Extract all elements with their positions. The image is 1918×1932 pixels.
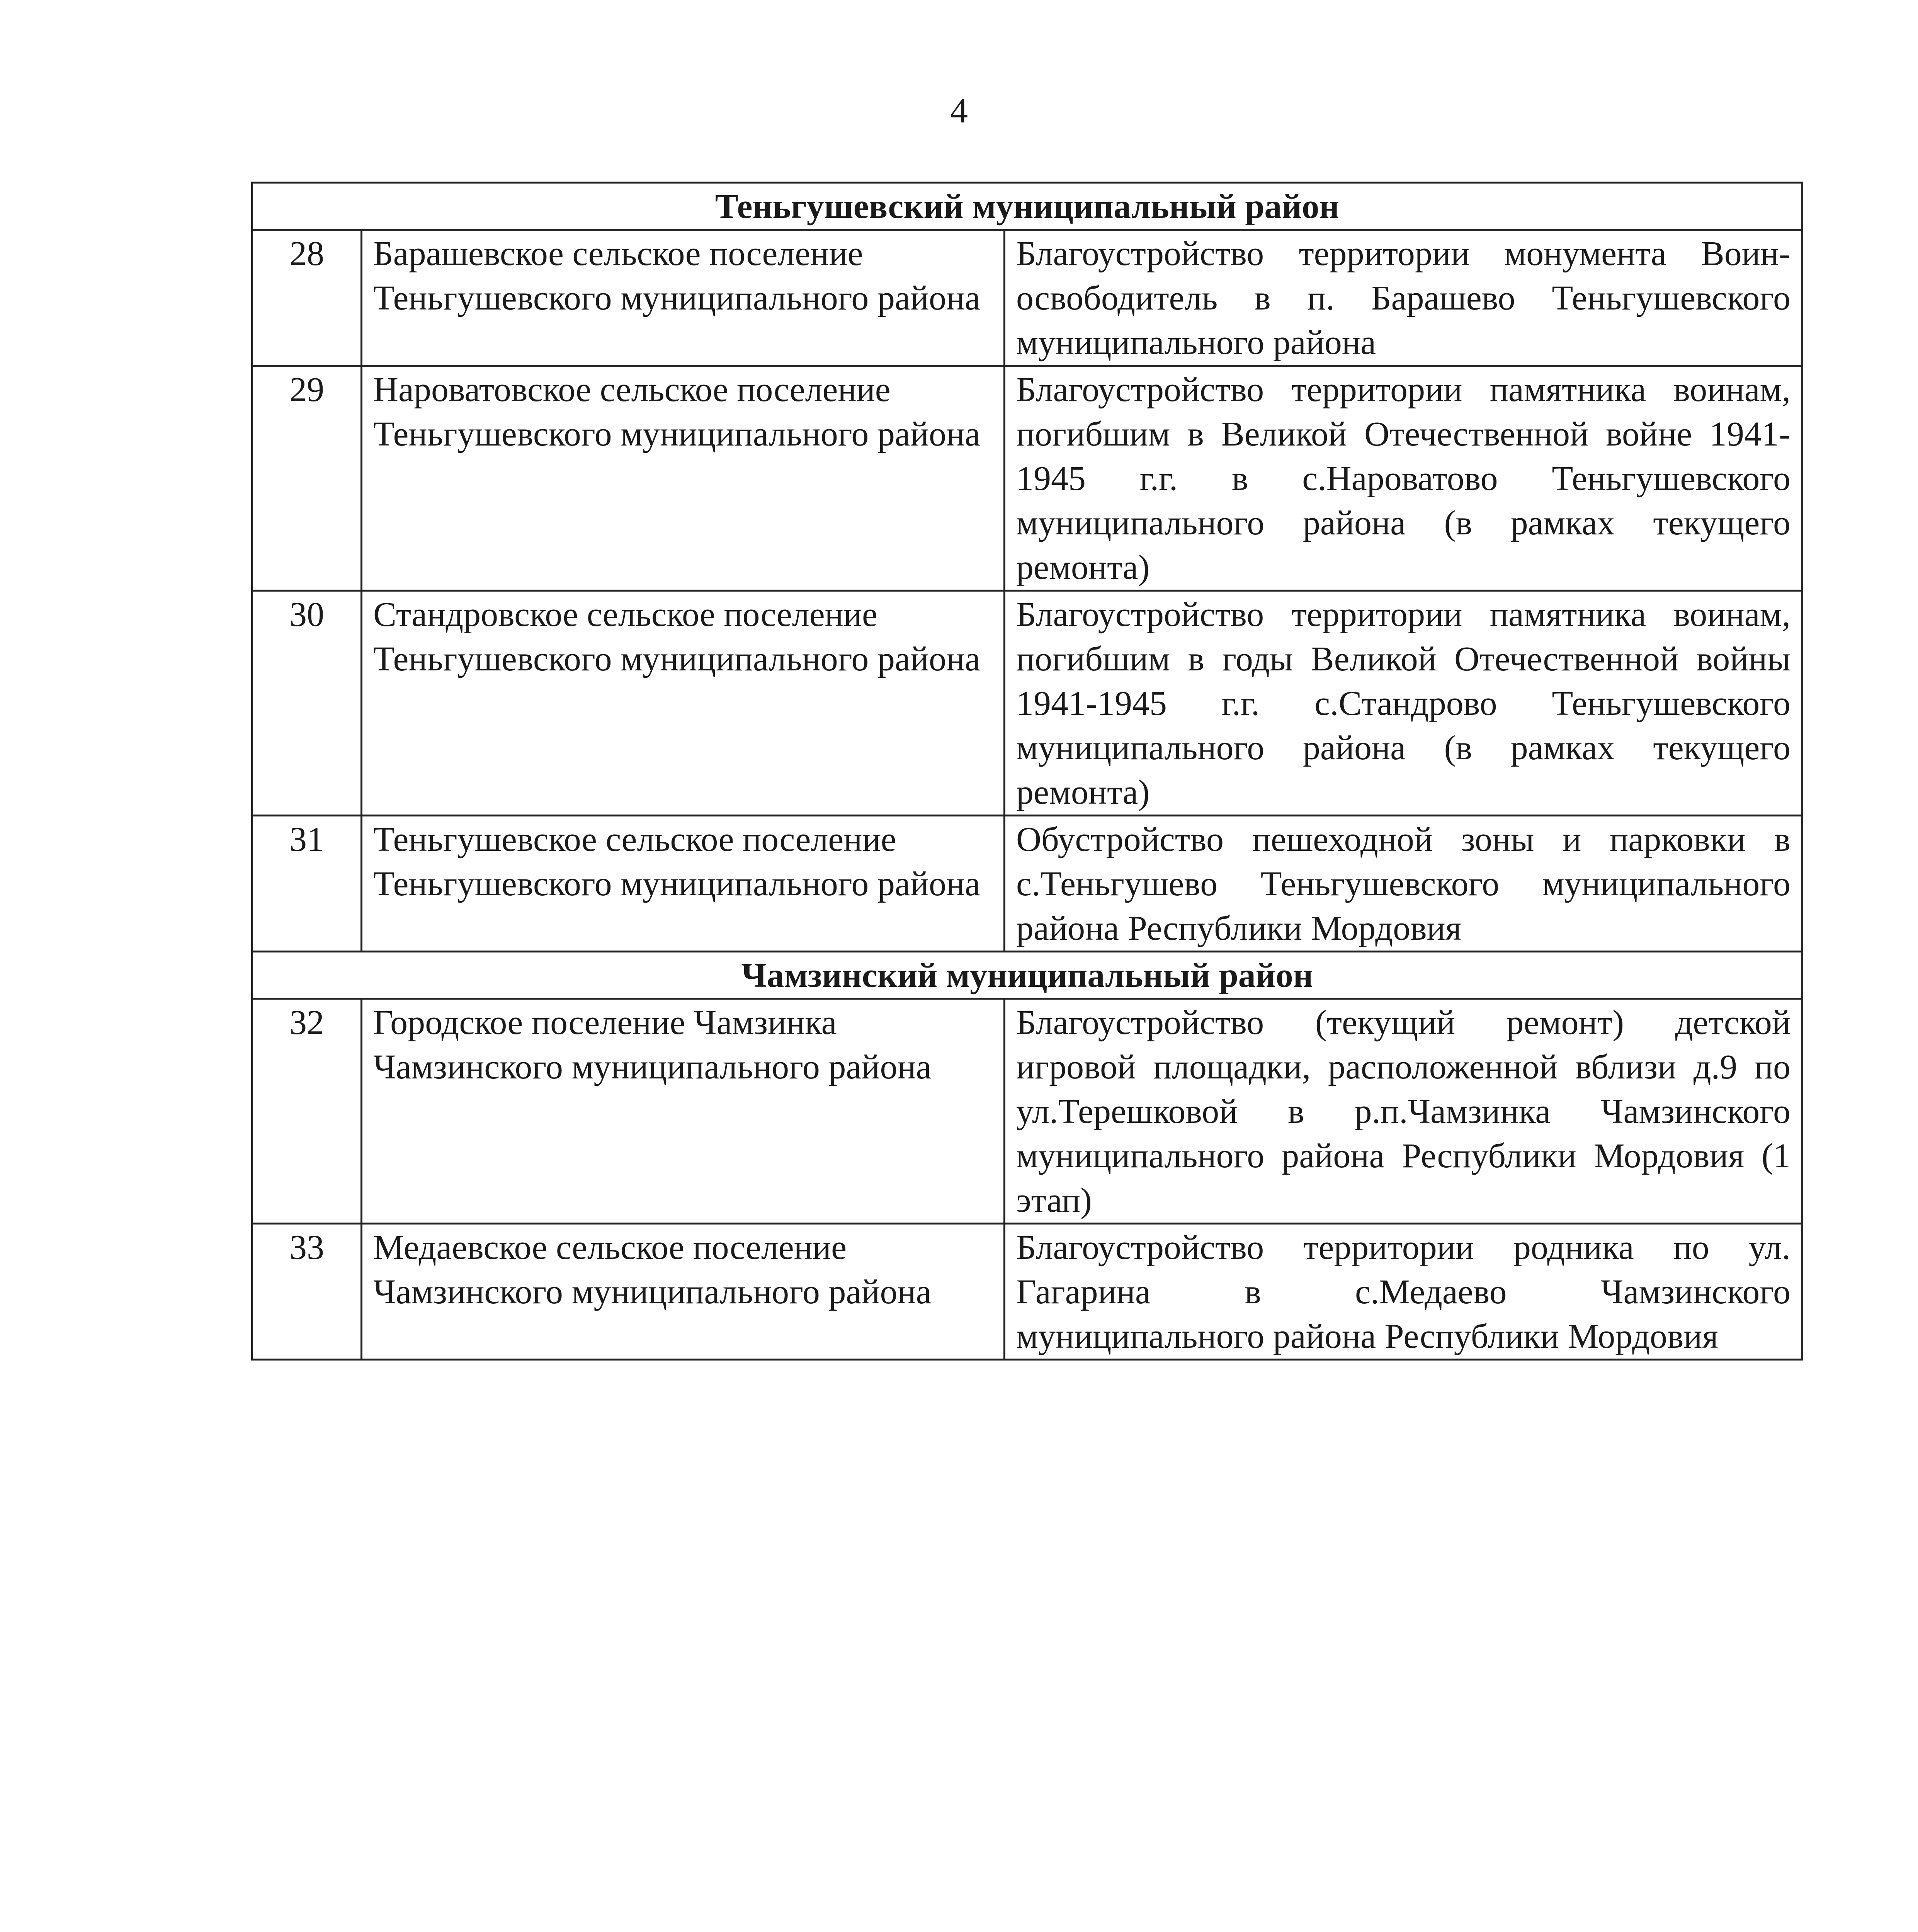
section-header-row [252,183,1802,230]
settlement-name: Стандровское сельское поселение Теньгушевского муниципального района [362,591,1005,816]
section-title: Теньгушевский муниципальный район [252,183,1802,230]
settlement-name: Теньгушевское сельское поселение Теньгушевского муниципального района [362,816,1005,952]
project-description: Благоустройство территории монумента Воин-освободитель в п. Барашево Теньгушевского муниципального района [1005,230,1802,366]
table-row [252,366,1802,591]
project-description: Благоустройство (текущий ремонт) детской игровой площадки, расположенной вблизи д.9 по ул.Терешковой в р.п.Чамзинка Чамзинского муниципального района Республики Мордовия (1 этап) [1005,999,1802,1224]
row-number: 30 [252,591,362,816]
row-number: 31 [252,816,362,952]
project-description: Благоустройство территории памятника воинам, погибшим в Великой Отечественной войне 1941-1945 г.г. в с.Нароватово Теньгушевского муниципального района (в рамках текущего ремонта) [1005,366,1802,591]
projects-table [251,182,1803,1361]
row-number: 32 [252,999,362,1224]
project-description: Благоустройство территории памятника воинам, погибшим в годы Великой Отечественной войны 1941-1945 г.г. с.Стандрово Теньгушевского муниципального района (в рамках текущего ремонта) [1005,591,1802,816]
project-description: Обустройство пешеходной зоны и парковки в с.Теньгушево Теньгушевского муниципального района Республики Мордовия [1005,816,1802,952]
section-title: Чамзинский муниципальный район [252,952,1802,999]
settlement-name: Нароватовское сельское поселение Теньгушевского муниципального района [362,366,1005,591]
table-row [252,999,1802,1224]
row-number: 29 [252,366,362,591]
settlement-name: Барашевское сельское поселение Теньгушевского муниципального района [362,230,1005,366]
row-number: 28 [252,230,362,366]
row-number: 33 [252,1224,362,1360]
table-row [252,591,1802,816]
table-row [252,1224,1802,1360]
table-row [252,230,1802,366]
section-header-row [252,952,1802,999]
table-row [252,816,1802,952]
settlement-name: Медаевское сельское поселение Чамзинского муниципального района [362,1224,1005,1360]
project-description: Благоустройство территории родника по ул. Гагарина в с.Медаево Чамзинского муниципального района Республики Мордовия [1005,1224,1802,1360]
settlement-name: Городское поселение Чамзинка Чамзинского муниципального района [362,999,1005,1224]
page-number: 4 [950,91,968,130]
